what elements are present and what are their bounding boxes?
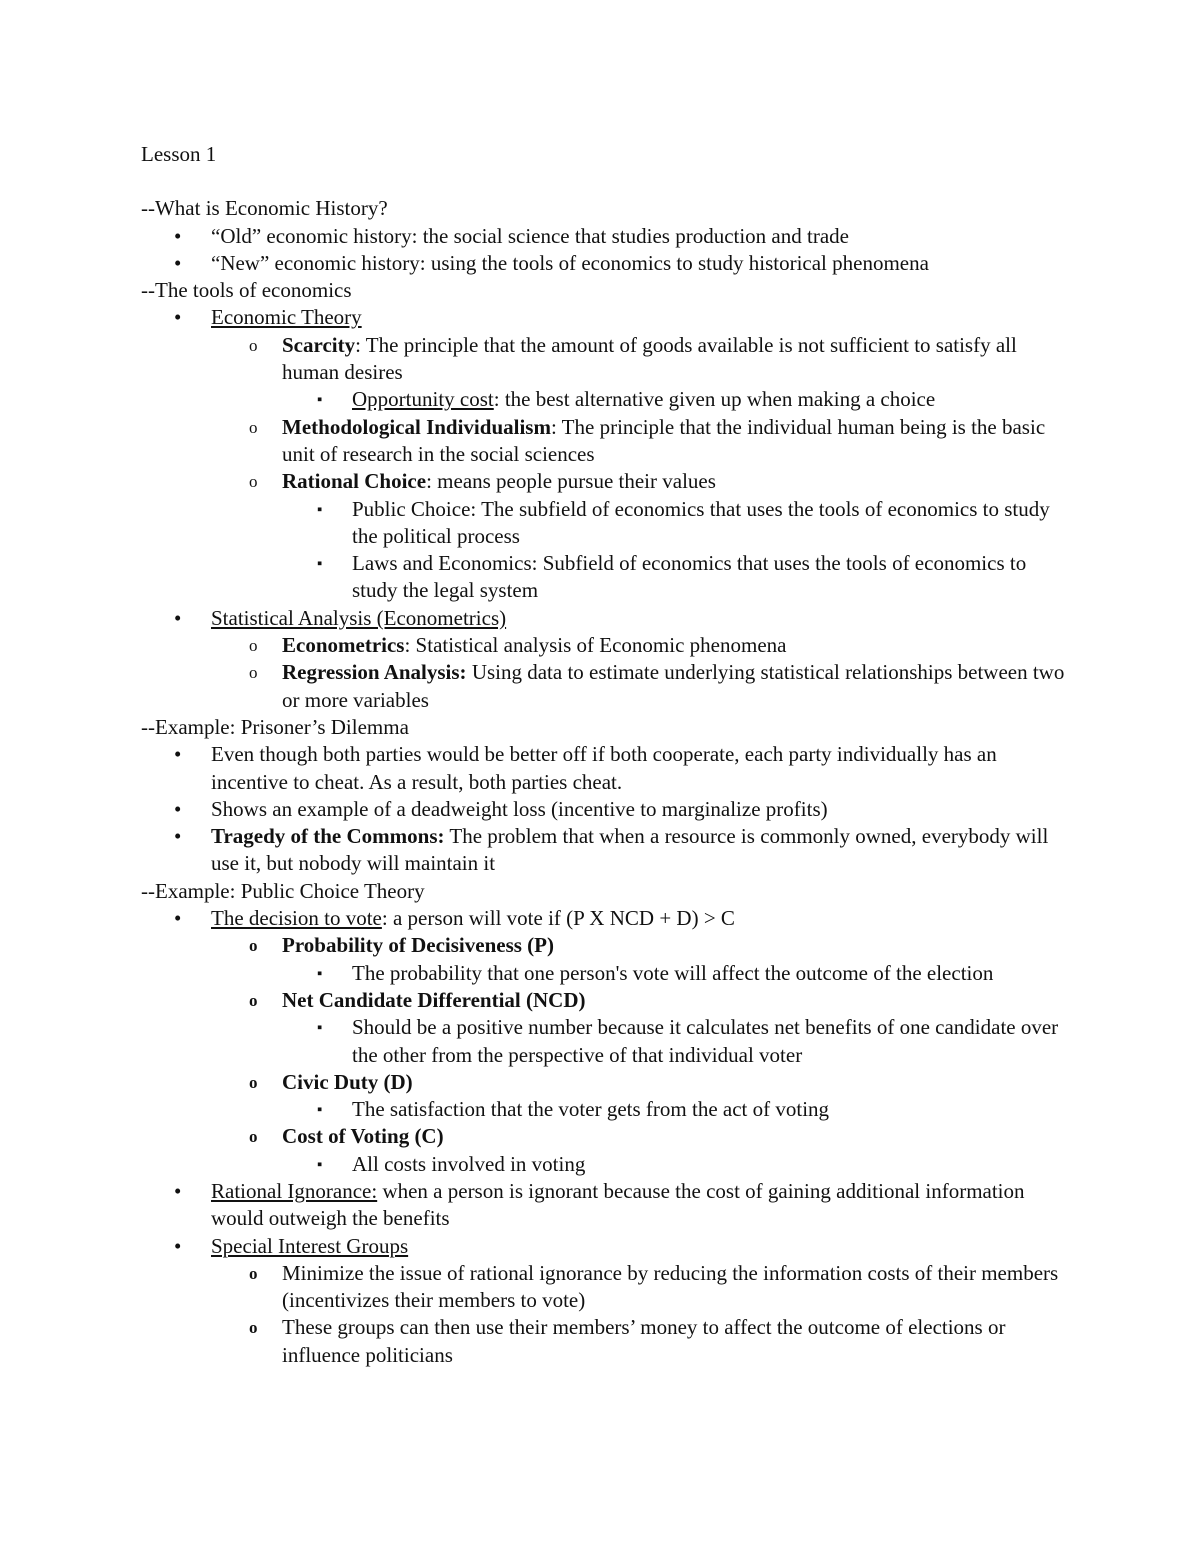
page-title: Lesson 1 [141, 142, 217, 166]
square-bullet-icon: ▪ [317, 556, 323, 573]
square-bullet-icon: ▪ [317, 1020, 323, 1037]
circle-bullet-icon: o [249, 1318, 258, 1338]
circle-bullet-icon: o [249, 636, 258, 656]
circle-bullet-icon: o [249, 1263, 258, 1283]
list-item: ▪ The satisfaction that the voter gets from the act of voting [141, 1096, 1071, 1123]
circle-bullet-icon: o [249, 1127, 258, 1147]
list-item: • Rational Ignorance: when a person is ignorant because the cost of gaining additional information would outweigh the benefits [174, 1178, 1025, 1231]
list-item: • “New” economic history: using the tools of economics to study historical phenomena [141, 250, 1071, 277]
list-item: o Methodological Individualism: The principle that the individual human being is the basic unit of research in the social sciences [249, 414, 1046, 466]
section-heading: --Example: Prisoner’s Dilemma [141, 714, 409, 739]
square-bullet-icon: ▪ [317, 1156, 323, 1173]
list-item: o Rational Choice: means people pursue their values [141, 468, 1071, 495]
list-item: • “Old” economic history: the social science that studies production and trade [141, 223, 1071, 250]
square-bullet-icon: ▪ [317, 392, 323, 409]
square-bullet-icon: ▪ [317, 965, 323, 982]
bullet-icon: • [174, 742, 182, 767]
circle-bullet-icon: o [249, 1072, 258, 1092]
list-item: o Regression Analysis: Using data to estimate underlying statistical relationships between two or more variables [249, 660, 1065, 712]
list-item: ▪ Public Choice: The subfield of economics that uses the tools of economics to study the political process [317, 496, 1050, 548]
bullet-icon: • [174, 305, 182, 330]
bullet-icon: • [174, 250, 182, 275]
list-item: o Net Candidate Differential (NCD) [141, 987, 1071, 1014]
section-heading: --The tools of economics [141, 278, 352, 303]
circle-bullet-icon: o [249, 663, 258, 683]
list-item: • Shows an example of a deadweight loss (incentive to marginalize profits) [141, 796, 1071, 823]
section-heading: --What is Economic History? [141, 196, 388, 221]
bullet-icon: • [174, 796, 182, 821]
list-item: • Economic Theory [141, 304, 1071, 331]
section-heading: --Example: Public Choice Theory [141, 878, 425, 903]
circle-bullet-icon: o [249, 472, 258, 492]
circle-bullet-icon: o [249, 417, 258, 437]
list-item: ▪ Opportunity cost: the best alternative given up when making a choice [141, 386, 1071, 413]
square-bullet-icon: ▪ [317, 501, 323, 518]
list-item: o Cost of Voting (C) [141, 1123, 1071, 1150]
circle-bullet-icon: o [249, 335, 258, 355]
bullet-icon: • [174, 223, 182, 248]
list-item: • Even though both parties would be better off if both cooperate, each party individually has an incentive to cheat. As a result, both parties cheat. [174, 742, 997, 794]
list-item: o Minimize the issue of rational ignorance by reducing the information costs of their members (incentivizes their members to vote) [249, 1260, 1059, 1313]
list-item: ▪ Should be a positive number because it calculates net benefits of one candidate over the other from the perspective of that individual voter [317, 1015, 1059, 1067]
circle-bullet-icon: o [249, 936, 258, 956]
list-item: ▪ All costs involved in voting [141, 1151, 1071, 1178]
bullet-icon: • [174, 906, 182, 931]
square-bullet-icon: ▪ [317, 1102, 323, 1119]
list-item: • Tragedy of the Commons: The problem that when a resource is commonly owned, everybody will use it, but nobody will maintain it [174, 824, 1049, 876]
document-body [141, 141, 1071, 1369]
list-item: o Econometrics: Statistical analysis of Economic phenomena [141, 632, 1071, 659]
list-item: • Special Interest Groups [141, 1233, 1071, 1260]
list-item: o Scarcity: The principle that the amount of goods available is not sufficient to satisfy all human desires [249, 332, 1017, 385]
bullet-icon: • [174, 605, 182, 630]
list-item: o Probability of Decisiveness (P) [141, 932, 1071, 959]
list-item: • Statistical Analysis (Econometrics) [141, 605, 1071, 632]
list-item: • The decision to vote: a person will vote if (P X NCD + D) > C [141, 905, 1071, 932]
list-item: ▪ The probability that one person's vote will affect the outcome of the election [141, 960, 1071, 987]
list-item: ▪ Laws and Economics: Subfield of economics that uses the tools of economics to study the legal system [317, 551, 1027, 603]
list-item: o These groups can then use their members’ money to affect the outcome of elections or influence politicians [249, 1315, 1006, 1367]
circle-bullet-icon: o [249, 990, 258, 1010]
bullet-icon: • [174, 1233, 182, 1258]
bullet-icon: • [174, 1178, 182, 1203]
bullet-icon: • [174, 824, 182, 849]
list-item: o Civic Duty (D) [141, 1069, 1071, 1096]
